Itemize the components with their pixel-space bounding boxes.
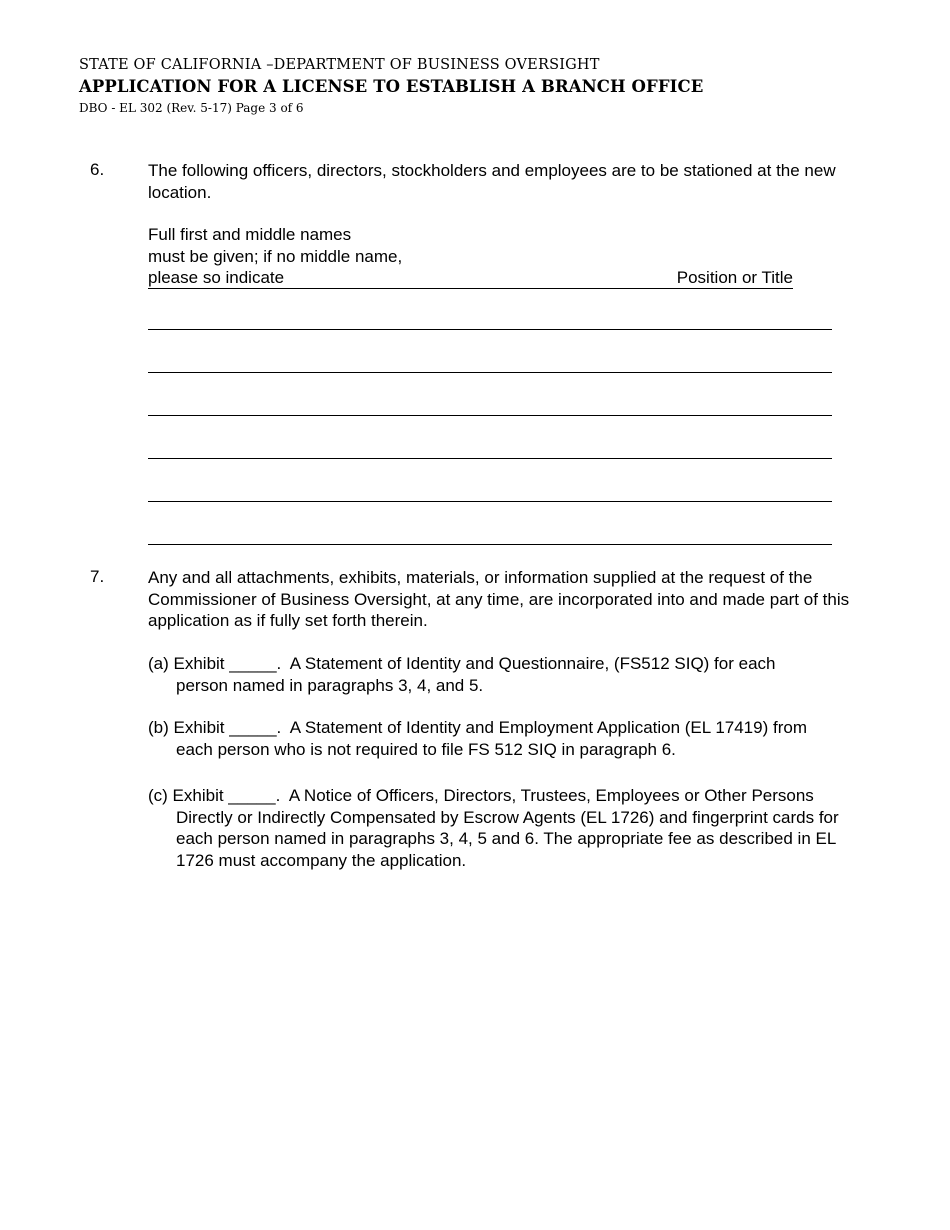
officers-column-headers — [148, 224, 793, 289]
position-column-header: Position or Title — [676, 267, 793, 287]
exhibit-a-description: A Statement of Identity and Questionnaire, (FS512 SIQ) for each — [289, 654, 776, 673]
name-column-header — [148, 224, 402, 289]
officer-entry-line[interactable] — [148, 544, 832, 545]
exhibit-item-b — [148, 717, 888, 760]
name-column-header-line: please so indicate — [148, 268, 285, 287]
exhibit-item-c — [148, 785, 893, 871]
exhibit-a-label[interactable]: (a) Exhibit _____. — [148, 654, 282, 673]
exhibit-b-label[interactable]: (b) Exhibit _____. — [148, 718, 282, 737]
exhibit-item-a — [148, 653, 888, 696]
officer-entry-line[interactable] — [148, 329, 832, 330]
section-7-text: Any and all attachments, exhibits, materials, or information supplied at the request of the Commissioner of Business Oversight, at any time, are incorporated into and made part of this application as if fully set forth therein. — [148, 568, 850, 630]
exhibit-c-continuation: Directly or Indirectly Compensated by Escrow Agents (EL 1726) and fingerprint cards for each person named in paragraphs 3, 4, 5 and 6. The appropriate fee as described in EL 1726 must accompany the application. — [176, 807, 839, 870]
officer-entry-line[interactable] — [148, 501, 832, 502]
section-6-text: The following officers, directors, stockholders and employees are to be stationed at the new location. — [148, 161, 836, 202]
name-column-header-line: must be given; if no middle name, — [148, 246, 403, 266]
section-6-number: 6. — [90, 160, 105, 179]
exhibit-b-description: A Statement of Identity and Employment Application (EL 17419) from — [289, 718, 807, 737]
officer-entry-line[interactable] — [148, 415, 832, 416]
officer-entry-line[interactable] — [148, 458, 832, 459]
officer-entry-line[interactable] — [148, 372, 832, 373]
exhibit-c-label[interactable]: (c) Exhibit _____. — [148, 786, 281, 805]
form-id: DBO - EL 302 (Rev. 5-17) Page 3 of 6 — [79, 101, 304, 115]
exhibit-b-continuation: each person who is not required to file FS 512 SIQ in paragraph 6. — [176, 739, 676, 759]
name-column-header-line: Full first and middle names — [148, 225, 352, 244]
exhibit-a-continuation: person named in paragraphs 3, 4, and 5. — [176, 675, 484, 695]
exhibit-c-description: A Notice of Officers, Directors, Trustees, Employees or Other Persons — [288, 786, 814, 805]
agency-header: STATE OF CALIFORNIA –DEPARTMENT OF BUSINESS OVERSIGHT — [79, 57, 600, 73]
section-7-number: 7. — [90, 567, 105, 586]
form-title: APPLICATION FOR A LICENSE TO ESTABLISH A BRANCH OFFICE — [79, 77, 704, 96]
